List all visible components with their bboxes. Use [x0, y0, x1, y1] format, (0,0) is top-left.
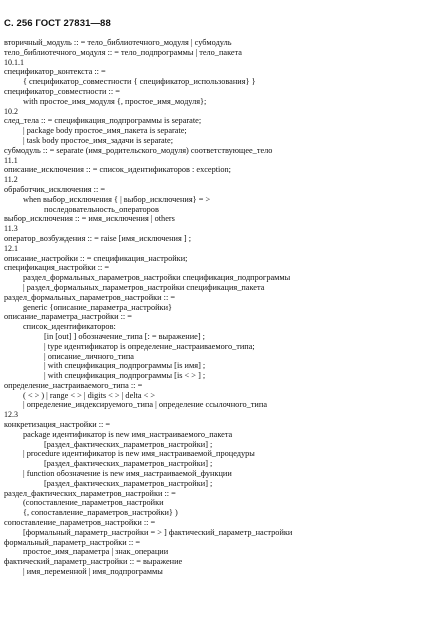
section-number: 12.3 [4, 410, 18, 420]
grammar-line: [формальный_параметр_настройки = > ] фактический_параметр_настройки [23, 527, 293, 537]
grammar-line: | имя_переменной | имя_подпрограммы [23, 567, 163, 577]
section-number: 11.2 [4, 175, 18, 185]
grammar-line: | task body простое_имя_задачи is separate; [23, 135, 174, 145]
grammar-line: (сопоставление_параметров_настройки [23, 498, 164, 508]
grammar-line: | function обозначение is new имя_настраиваемой_функции [23, 469, 232, 479]
grammar-line: | описание_личного_типа [44, 351, 134, 361]
page-header: С. 256 ГОСТ 27831—88 [4, 18, 111, 29]
grammar-line: | package body простое_имя_пакета is separate; [23, 126, 187, 136]
grammar-line: обработчик_исключения :: = [4, 184, 106, 194]
grammar-line: package идентификатор is new имя_настраиваемого_пакета [23, 429, 233, 439]
grammar-line: when выбор_исключения { | выбор_исключения} = > [23, 194, 211, 204]
grammar-line: след_тела :: = спецификация_подпрограммы is separate; [4, 116, 202, 126]
grammar-line: [раздел_фактических_параметров_настройки] ; [44, 459, 213, 469]
grammar-line: спецификатор_контекста :: = [4, 67, 106, 77]
grammar-line: конкретизация_настройки :: = [4, 420, 111, 430]
section-number: 11.3 [4, 224, 18, 234]
grammar-line: with простое_имя_модуля {, простое_имя_модуля}; [23, 96, 207, 106]
section-number: 12.1 [4, 243, 18, 253]
grammar-line: определение_настраиваемого_типа :: = [4, 380, 143, 390]
grammar-line: раздел_формальных_параметров_настройки спецификация_подпрограммы [23, 273, 291, 283]
grammar-line: generic {описание_параметра_настройки} [23, 302, 172, 312]
grammar-line: субмодуль :: = separate (имя_родительского_модуля) соответствующее_тело [4, 145, 273, 155]
grammar-line: | определение_индексируемого_типа | определение ссылочного_типа [23, 400, 267, 410]
grammar-line: [раздел_фактических_параметров_настройки] ; [44, 439, 213, 449]
grammar-line: раздел_фактических_параметров_настройки :: = [4, 488, 176, 498]
grammar-text-block [4, 38, 424, 577]
grammar-line: список_идентификаторов: [23, 322, 116, 332]
grammar-line: спецификатор_совместности :: = [4, 86, 120, 96]
section-number: 11.1 [4, 155, 18, 165]
grammar-line: последовательность_операторов [44, 204, 159, 214]
grammar-line: вторичный_модуль :: = тело_библиотечного_модуля | субмодуль [4, 38, 232, 47]
section-number: 10.2 [4, 106, 18, 116]
grammar-line: | type идентификатор is определение_настраиваемого_типа; [44, 341, 255, 351]
grammar-line: {, сопоставление_параметров_настройки} ) [23, 508, 178, 518]
grammar-line: спецификация_настройки :: = [4, 263, 110, 273]
grammar-line: | with спецификация_подпрограммы [is имя] ; [44, 361, 206, 371]
grammar-line: | раздел_формальных_параметров_настройки спецификация_пакета [23, 282, 265, 292]
grammar-line: [раздел_фактических_параметров_настройки] ; [44, 478, 213, 488]
grammar-line: выбор_исключения :: = имя_исключения | others [4, 214, 175, 224]
grammar-line: тело_библиотечного_модуля :: = тело_подпрограммы | тело_пакета [4, 47, 242, 57]
grammar-line: простое_имя_параметра | знак_операции [23, 547, 169, 557]
section-number: 10.1.1 [4, 57, 24, 67]
grammar-line: | procedure идентификатор is new имя_настраиваемой_процедуры [23, 449, 255, 459]
grammar-line: оператор_возбуждения :: = raise [имя_исключения ] ; [4, 233, 192, 243]
grammar-line: описание_исключения :: = список_идентификаторов : exception; [4, 165, 231, 175]
grammar-line: описание_настройки :: = спецификация_настройки; [4, 253, 188, 263]
grammar-line: [in [out] ] обозначение_типа [: = выражение] ; [44, 331, 205, 341]
grammar-line: { спецификатор_совместности { спецификатор_использования} } [23, 77, 256, 87]
grammar-line: описание_параметра_настройки :: = [4, 312, 132, 322]
grammar-line: фактический_параметр_настройки :: = выражение [4, 557, 183, 567]
grammar-line: ( < > ) | range < > | digits < > | delta < > [23, 390, 156, 400]
grammar-line: | with спецификация_подпрограммы [is < > ] ; [44, 371, 206, 381]
grammar-line: формальный_параметр_настройки :: = [4, 537, 141, 547]
grammar-line: раздел_формальных_параметров_настройки :: = [4, 292, 176, 302]
grammar-line: сопоставление_параметров_настройки :: = [4, 518, 156, 528]
